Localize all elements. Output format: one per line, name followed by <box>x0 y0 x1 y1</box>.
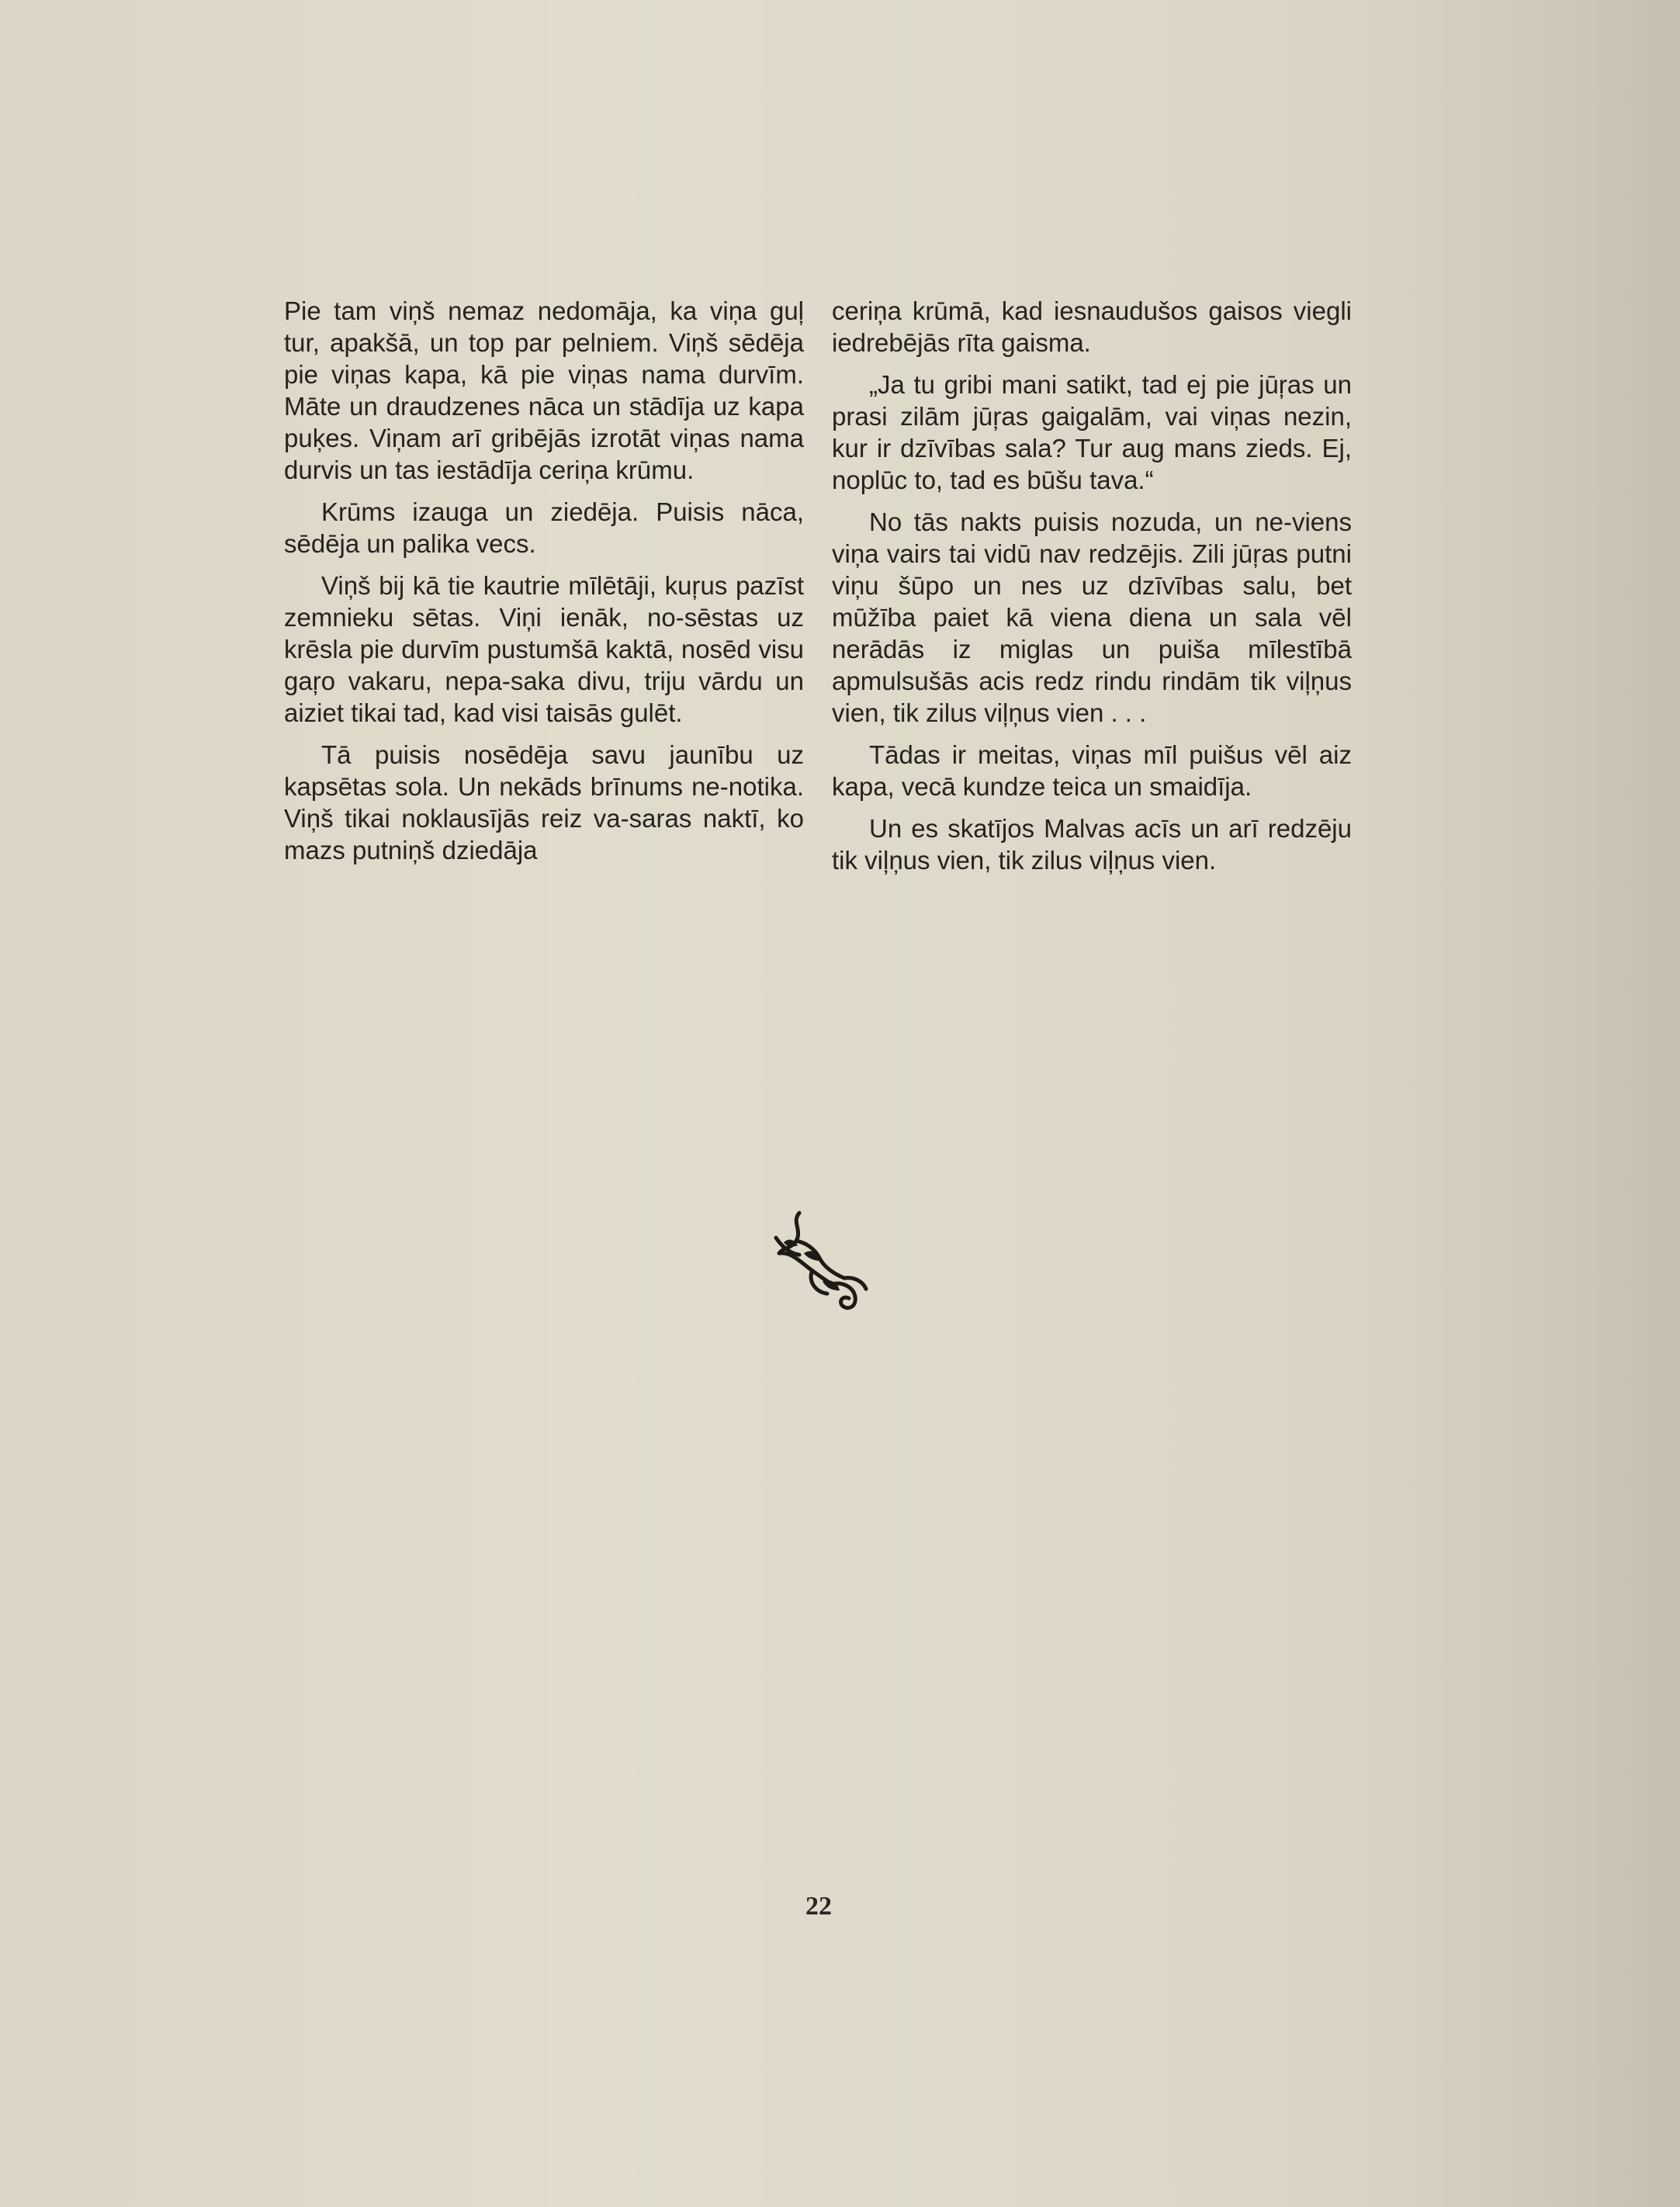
paragraph: „Ja tu gribi mani satikt, tad ej pie jūŗas un prasi zilām jūŗas gaigalām, vai viņas nezin, kur ir dzīvības sala? Tur aug mans zieds. Ej, noplūc to, tad es būšu tava.“ <box>832 370 1352 494</box>
paragraph: Tādas ir meitas, viņas mīl puišus vēl aiz kapa, vecā kundze teica un smaidīja. <box>832 740 1352 801</box>
paragraph: No tās nakts puisis nozuda, un ne-viens viņa vairs tai vidū nav redzējis. Zili jūŗas putni viņu šūpo un nes uz dzīvības salu, bet mūžība paiet kā viena diena un sala vēl nerādās iz miglas un puiša mīlestībā apmulsušās acis redz rindu rindām tik viļņus vien, tik zilus viļņus vien . . . <box>832 508 1352 727</box>
page-number: 22 <box>805 1892 832 1921</box>
left-text-column <box>284 295 804 876</box>
paragraph: Tā puisis nosēdēja savu jaunību uz kapsētas sola. Un nekāds brīnums ne-notika. Viņš tikai noklausījās reiz va-saras naktī, ko mazs putniņš dziedāja <box>284 740 804 864</box>
paragraph: Un es skatījos Malvas acīs un arī redzēju tik viļņus vien, tik zilus viļņus vien. <box>832 814 1352 875</box>
right-text-column <box>832 295 1352 886</box>
floral-vignette-icon <box>768 1207 873 1315</box>
paragraph: Pie tam viņš nemaz nedomāja, ka viņa guļ tur, apakšā, un top par pelniem. Viņš sēdēja pie viņas kapa, kā pie viņas nama durvīm. Māte un draudzenes nāca un stādīja uz kapa puķes. Viņam arī gribējās izrotāt viņas nama durvis un tas iestādīja ceriņa krūmu. <box>284 296 804 484</box>
page-shading <box>1354 0 1680 2207</box>
paragraph: Viņš bij kā tie kautrie mīlētāji, kuŗus pazīst zemnieku sētas. Viņi ienāk, no-sēstas uz krēsla pie durvīm pustumšā kaktā, nosēd visu gaŗo vakaru, nepa-saka divu, triju vārdu un aiziet tikai tad, kad visi taisās gulēt. <box>284 571 804 727</box>
paragraph: ceriņa krūmā, kad iesnaudušos gaisos viegli iedrebējās rīta gaisma. <box>832 296 1352 357</box>
paragraph: Krūms izauga un ziedēja. Puisis nāca, sēdēja un palika vecs. <box>284 497 804 558</box>
